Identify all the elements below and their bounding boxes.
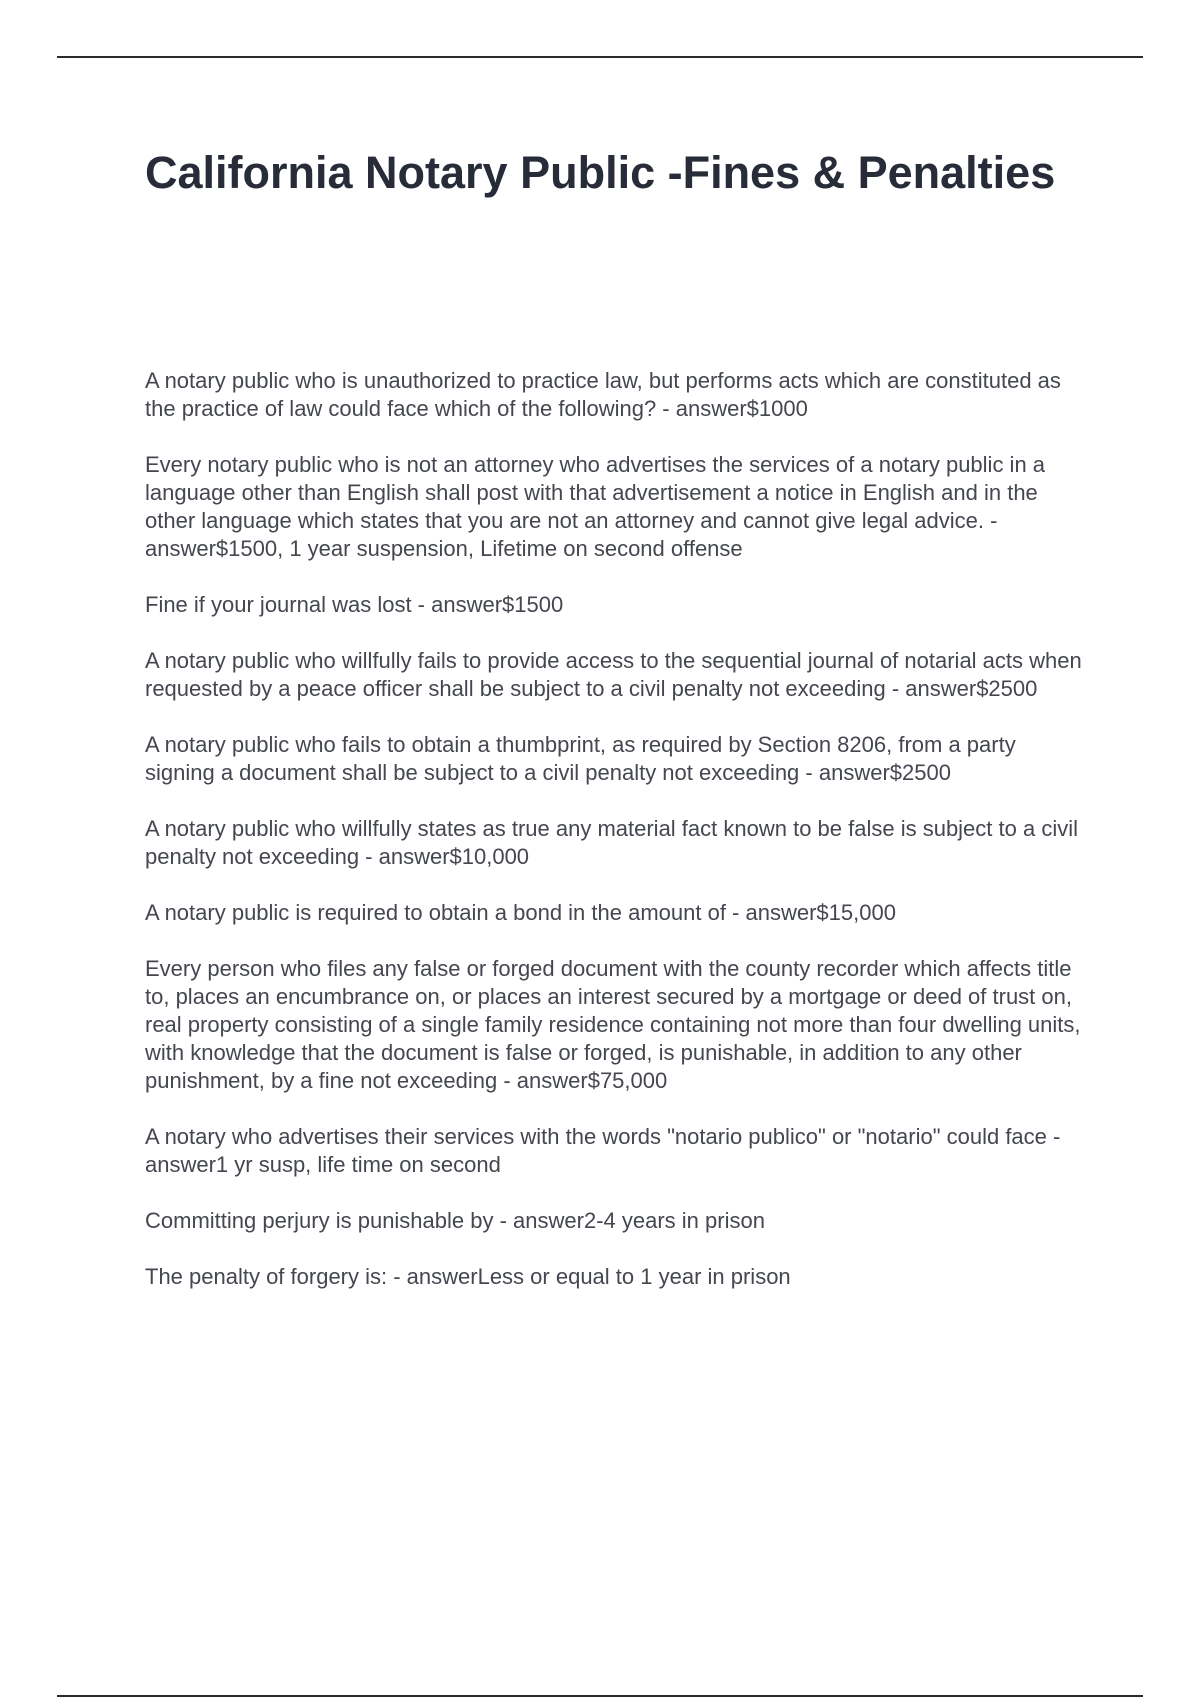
qa-item: Every person who files any false or forged document with the county recorder which affects title to, places an encumbrance on, or places an interest secured by a mortgage or deed of trust on, real property consisting of a single family residence containing not more than four dwelling units, with knowledge that the document is false or forged, is punishable, in addition to any other punishment, by a fine not exceeding - answer$75,000 xyxy=(145,956,1081,1093)
qa-item: A notary public who is unauthorized to practice law, but performs acts which are constituted as the practice of law could face which of the following? - answer$1000 xyxy=(145,368,1061,421)
qa-item: Fine if your journal was lost - answer$1500 xyxy=(145,592,564,617)
qa-item: A notary who advertises their services with the words "notario publico" or "notario" could face - answer1 yr susp, life time on second xyxy=(145,1124,1061,1177)
qa-item: A notary public who fails to obtain a thumbprint, as required by Section 8206, from a party signing a document shall be subject to a civil penalty not exceeding - answer$2500 xyxy=(145,732,1016,785)
qa-item: The penalty of forgery is: - answerLess or equal to 1 year in prison xyxy=(145,1264,791,1289)
qa-item: A notary public who willfully fails to provide access to the sequential journal of notarial acts when requested by a peace officer shall be subject to a civil penalty not exceeding - answer$2500 xyxy=(145,648,1082,701)
top-divider xyxy=(57,56,1143,58)
qa-item: A notary public is required to obtain a bond in the amount of - answer$15,000 xyxy=(145,900,896,925)
qa-item: A notary public who willfully states as true any material fact known to be false is subject to a civil penalty not exceeding - answer$10,000 xyxy=(145,816,1078,869)
qa-item: Every notary public who is not an attorney who advertises the services of a notary public in a language other than English shall post with that advertisement a notice in English and in the other language which states that you are not an attorney and cannot give legal advice. - answer$1500, 1 year suspension, Lifetime on second offense xyxy=(145,452,1046,561)
bottom-divider xyxy=(57,1695,1143,1697)
qa-list xyxy=(145,367,1090,1319)
page-title: California Notary Public -Fines & Penalties xyxy=(145,147,1056,198)
qa-item: Committing perjury is punishable by - answer2-4 years in prison xyxy=(145,1208,765,1233)
